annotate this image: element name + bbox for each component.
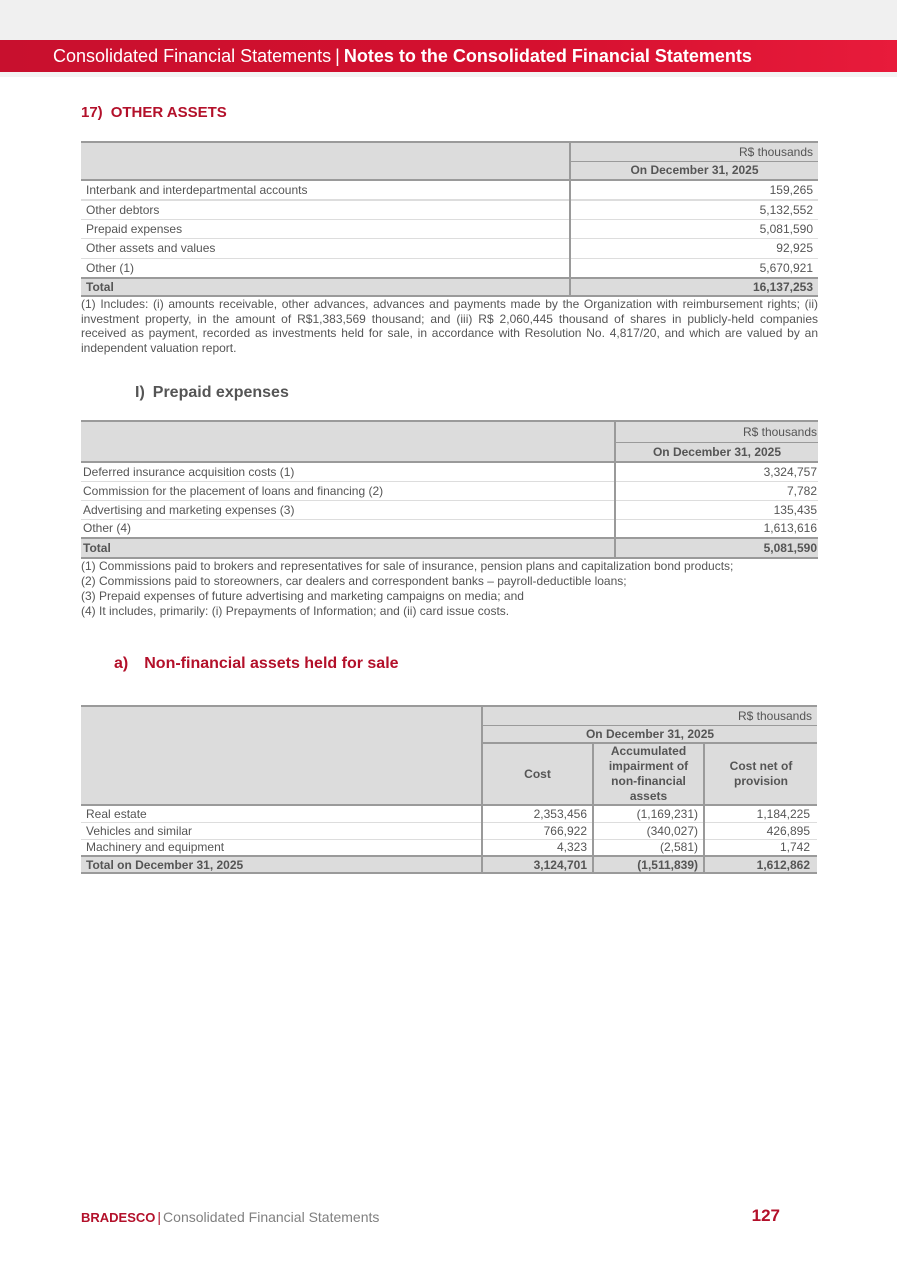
row-impairment: (1,169,231) <box>593 805 704 822</box>
row-value: 1,613,616 <box>615 519 818 538</box>
other-assets-footnote <box>81 297 818 355</box>
row-label: Deferred insurance acquisition costs (1) <box>83 464 295 479</box>
total-cost: 3,124,701 <box>482 856 593 873</box>
table-row <box>81 481 818 500</box>
prepaid-heading <box>135 384 289 402</box>
row-value: 5,081,590 <box>570 219 818 239</box>
row-label: Advertising and marketing expenses (3) <box>83 502 295 517</box>
column-header-cost: Cost <box>482 743 593 805</box>
footnote-line: (3) Prepaid expenses of future advertising and marketing campaigns on media; and <box>81 589 524 603</box>
other-assets-heading <box>81 104 227 121</box>
table-row <box>81 219 818 239</box>
unit-label: R$ thousands <box>615 421 818 442</box>
row-value: 159,265 <box>570 180 818 200</box>
other-assets-title: OTHER ASSETS <box>110 104 227 121</box>
footer-text: Consolidated Financial Statements <box>163 1209 380 1225</box>
page-banner <box>0 40 897 72</box>
row-label: Other assets and values <box>86 241 216 256</box>
row-label: Machinery and equipment <box>86 840 225 855</box>
row-value: 7,782 <box>615 481 818 500</box>
footnote-line: (1) Commissions paid to brokers and representatives for sale of insurance, pension plans and capitalization bond products; <box>81 559 734 573</box>
table-row <box>81 200 818 220</box>
total-label: Total on December 31, 2025 <box>86 857 244 872</box>
footnote-line: (2) Commissions paid to storeowners, car dealers and correspondent banks – payroll-deductible loans; <box>81 574 627 588</box>
row-cost: 4,323 <box>482 839 593 856</box>
non-financial-number: a) <box>114 655 129 672</box>
row-impairment: (2,581) <box>593 839 704 856</box>
unit-label: R$ thousands <box>482 706 817 725</box>
total-row <box>81 278 818 296</box>
table-row <box>81 258 818 278</box>
footnote-text: (1) Includes: (i) amounts receivable, other advances, advances and payments made by the Organization with reimbursement rights; (ii) investment property, in the amount of R$1,383,569 thousand; and (iii) R$ 2,060,445 thousand of shares in publicly-held companies received as payment, recorded as investments held for sale, in accordance with Resolution No. 4,817/20, and which are valued by an independent valuation report. <box>81 297 818 355</box>
row-net: 426,895 <box>704 822 817 839</box>
page-footer <box>81 1209 379 1225</box>
banner-separator: | <box>335 46 340 66</box>
prepaid-table <box>81 420 818 559</box>
header-blank-cell <box>81 142 570 180</box>
row-cost: 2,353,456 <box>482 805 593 822</box>
banner-shadow <box>0 72 897 77</box>
other-assets-table <box>81 141 818 297</box>
header-blank-cell <box>81 421 615 462</box>
row-label: Real estate <box>86 806 147 821</box>
row-label: Prepaid expenses <box>86 221 183 236</box>
table-row <box>81 239 818 259</box>
period-label: On December 31, 2025 <box>615 442 818 462</box>
row-value: 5,132,552 <box>570 200 818 220</box>
table-row <box>81 500 818 519</box>
row-impairment: (340,027) <box>593 822 704 839</box>
total-impairment: (1,511,839) <box>593 856 704 873</box>
prepaid-footnotes <box>81 559 818 619</box>
table-header-row <box>81 706 817 725</box>
non-financial-heading <box>114 655 399 673</box>
other-assets-number: 17) <box>81 104 103 121</box>
table-header-row <box>81 142 818 161</box>
row-cost: 766,922 <box>482 822 593 839</box>
row-value: 135,435 <box>615 500 818 519</box>
top-strip <box>0 0 897 40</box>
footer-separator: | <box>157 1209 162 1225</box>
unit-label: R$ thousands <box>570 142 818 161</box>
prepaid-title: Prepaid expenses <box>152 384 289 401</box>
row-net: 1,184,225 <box>704 805 817 822</box>
total-value: 16,137,253 <box>570 278 818 296</box>
total-value: 5,081,590 <box>615 538 818 558</box>
page-number: 127 <box>751 1206 780 1225</box>
table-row <box>81 519 818 538</box>
period-label: On December 31, 2025 <box>570 161 818 180</box>
prepaid-number: I) <box>135 384 145 401</box>
non-financial-table <box>81 705 817 874</box>
total-row <box>81 538 818 558</box>
header-blank-cell <box>81 706 482 805</box>
non-financial-title: Non-financial assets held for sale <box>144 655 399 672</box>
row-net: 1,742 <box>704 839 817 856</box>
table-row <box>81 839 817 856</box>
column-header-net: Cost net of provision <box>704 743 817 805</box>
footer-brand: BRADESCO <box>81 1210 156 1225</box>
table-row <box>81 462 818 481</box>
banner-subsection: Notes to the Consolidated Financial Statements <box>343 46 752 66</box>
row-value: 5,670,921 <box>570 258 818 278</box>
row-value: 92,925 <box>570 239 818 259</box>
row-label: Other (4) <box>83 521 132 536</box>
table-row <box>81 805 817 822</box>
banner-section: Consolidated Financial Statements <box>53 46 332 66</box>
row-label: Other (1) <box>86 260 135 275</box>
row-label: Interbank and interdepartmental accounts <box>86 182 308 197</box>
footnote-line: (4) It includes, primarily: (i) Prepayments of Information; and (ii) card issue costs. <box>81 604 510 618</box>
column-header-impairment: Accumulated impairment of non-financial assets <box>593 743 704 805</box>
total-label: Total <box>86 279 114 294</box>
row-label: Vehicles and similar <box>86 823 193 838</box>
table-row <box>81 180 818 200</box>
row-label: Other debtors <box>86 202 160 217</box>
row-value: 3,324,757 <box>615 462 818 481</box>
table-row <box>81 822 817 839</box>
table-header-row <box>81 421 818 442</box>
total-net: 1,612,862 <box>704 856 817 873</box>
total-label: Total <box>83 541 111 555</box>
total-row <box>81 856 817 873</box>
period-label: On December 31, 2025 <box>482 725 817 743</box>
row-label: Commission for the placement of loans and financing (2) <box>83 483 384 498</box>
